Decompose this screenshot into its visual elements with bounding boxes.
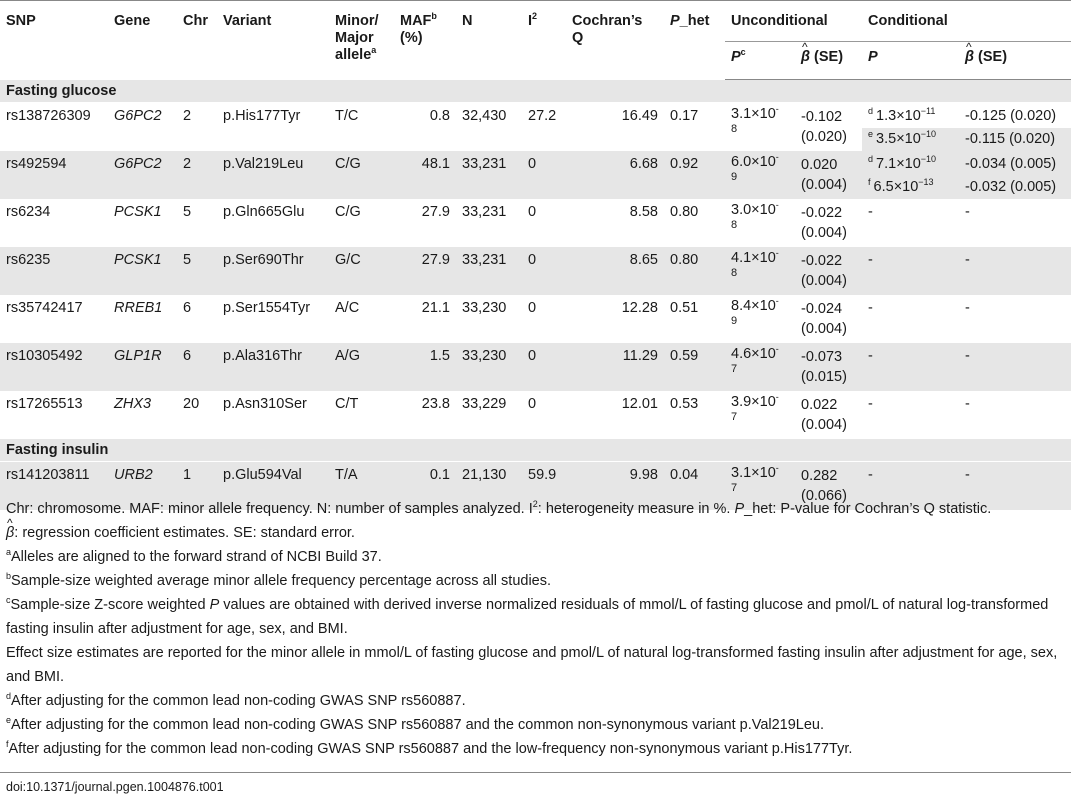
col-cochran-q: Cochran’s Q <box>566 1 664 80</box>
footnote-marker: e <box>868 129 874 139</box>
cell-chr: 2 <box>177 151 217 199</box>
col-maf: MAF$^b$ (%) <box>394 1 456 80</box>
cell-n: 33,230 <box>456 343 522 391</box>
p-exponent: 7 <box>731 363 738 375</box>
cell-gene: G6PC2 <box>108 151 177 199</box>
cell-p-het: 0.80 <box>670 204 699 220</box>
cell-variant: p.Asn310Ser <box>223 396 307 412</box>
cond-p-exponent: −10 <box>920 154 937 164</box>
cell-snp: rs35742417 <box>6 300 83 316</box>
table-row <box>0 391 1071 439</box>
cell-chr: 5 <box>183 204 192 220</box>
p-exponent-sign: - <box>775 200 779 210</box>
table-row <box>0 199 1071 247</box>
col-snp: SNP <box>0 1 108 80</box>
cond-beta-value: -0.125 (0.020) <box>965 108 1057 124</box>
cell-chr: 2 <box>183 108 192 124</box>
cond-p-exponent: −10 <box>920 129 937 139</box>
cell-cond-beta: - <box>959 462 1071 510</box>
cell-maf: 0.1 <box>394 462 456 510</box>
group-unconditional: Unconditional <box>725 1 862 42</box>
footnote-beta: ^ β: regression coefficient estimates. SE: standard error. <box>6 521 1072 545</box>
cell-allele: C/G <box>329 151 394 199</box>
col-cond-beta: ^ β (SE) <box>959 42 1071 80</box>
cell-variant: p.Ser690Thr <box>217 247 329 295</box>
section-header-row <box>0 80 1071 103</box>
cell-gene: GLP1R <box>108 343 177 391</box>
p-exponent-sign: - <box>775 152 779 162</box>
table-row <box>0 295 1071 343</box>
cell-variant: p.Glu594Val <box>217 462 329 510</box>
cell-cond-p: - <box>862 247 959 295</box>
beta-value: -0.022 <box>801 253 843 269</box>
cell-n: 21,130 <box>456 462 522 510</box>
p-exponent-sign: - <box>775 463 779 473</box>
cell-maf: 27.9 <box>421 204 450 220</box>
cell-q: 9.98 <box>566 462 664 510</box>
cell-variant: p.Ser1554Tyr <box>223 300 311 316</box>
p-mantissa: 3.0×10 <box>731 202 776 218</box>
p-exponent-sign: - <box>775 104 779 114</box>
cell-q: 12.01 <box>621 396 658 412</box>
cell-maf: 27.9 <box>394 247 456 295</box>
cell-i2: 0 <box>528 300 537 316</box>
cond-p-mantissa: 7.1×10 <box>876 156 921 172</box>
col-uncond-beta: ^ β (SE) <box>795 42 862 80</box>
cell-uncond-beta <box>795 295 862 343</box>
cell-cond-beta: - <box>965 300 970 316</box>
cell-p-het: 0.53 <box>670 396 699 412</box>
cond-p-mantissa: 6.5×10 <box>873 179 919 195</box>
bottom-rule <box>0 772 1071 773</box>
cell-cond-beta <box>959 103 1071 152</box>
cell-gene: G6PC2 <box>114 108 162 124</box>
cell-n: 33,231 <box>456 151 522 199</box>
cell-gene: PCSK1 <box>108 247 177 295</box>
col-chr: Chr <box>177 1 217 80</box>
p-exponent: 7 <box>731 482 738 494</box>
p-exponent: 8 <box>731 267 738 279</box>
footnote-a: $^a$Alleles are aligned to the forward strand of NCBI Build 37. <box>6 547 382 565</box>
cell-cond-beta: - <box>965 204 970 220</box>
p-exponent: 7 <box>731 411 738 423</box>
cell-n: 33,231 <box>456 247 522 295</box>
cell-cond-p: - <box>868 300 873 316</box>
cell-chr: 6 <box>177 343 217 391</box>
cond-p-value <box>862 153 959 176</box>
cell-cond-p <box>862 151 959 199</box>
cell-maf: 48.1 <box>394 151 456 199</box>
col-n: N <box>456 1 522 80</box>
footnote-e: $^e$After adjusting for the common lead non-coding GWAS SNP rs560887 and the common non-synonymous variant p.Val219Leu. <box>6 715 825 733</box>
cond-beta-value: -0.032 (0.005) <box>959 176 1071 199</box>
cell-cond-p <box>862 103 959 152</box>
footnotes <box>6 497 1072 761</box>
cell-cond-p: - <box>868 204 873 220</box>
footnote-marker: d <box>868 154 874 164</box>
table-row <box>0 247 1071 295</box>
cell-cond-beta: - <box>959 247 1071 295</box>
cell-variant: p.Val219Leu <box>217 151 329 199</box>
cell-i2: 59.9 <box>522 462 566 510</box>
table-header <box>0 1 1071 80</box>
cell-i2: 27.2 <box>528 108 557 124</box>
cell-allele: A/C <box>335 300 360 316</box>
footnote-d: $^d$After adjusting for the common lead non-coding GWAS SNP rs560887. <box>6 691 466 709</box>
cell-snp: rs141203811 <box>0 462 108 510</box>
se-value: (0.015) <box>801 369 847 385</box>
p-exponent: 9 <box>731 171 738 183</box>
cond-p-mantissa: 1.3×10 <box>876 108 921 124</box>
footnote-marker: d <box>868 106 874 116</box>
table-body <box>0 80 1071 510</box>
cell-p-het: 0.17 <box>670 108 699 124</box>
doi-link[interactable]: doi:10.1371/journal.pgen.1004876.t001 <box>6 780 224 794</box>
beta-value: 0.282 <box>801 468 838 484</box>
cell-p-het: 0.80 <box>664 247 725 295</box>
cell-maf: 23.8 <box>421 396 450 412</box>
footnote-b: $^b$Sample-size weighted average minor allele frequency percentage across all studies. <box>6 571 552 589</box>
cell-chr: 1 <box>177 462 217 510</box>
cell-uncond-p <box>725 103 795 152</box>
cell-maf: 21.1 <box>421 300 450 316</box>
col-gene: Gene <box>108 1 177 80</box>
cell-n: 33,230 <box>462 300 507 316</box>
cell-n: 33,231 <box>462 204 507 220</box>
cell-allele: C/T <box>335 396 359 412</box>
cell-q: 11.29 <box>566 343 664 391</box>
section-title: Fasting insulin <box>0 439 1071 462</box>
col-variant: Variant <box>217 1 329 80</box>
cell-allele: T/A <box>329 462 394 510</box>
cell-variant: p.Ala316Thr <box>217 343 329 391</box>
cell-n: 33,229 <box>462 396 507 412</box>
cell-uncond-p <box>725 295 795 343</box>
se-value: (0.004) <box>801 273 847 289</box>
p-mantissa: 4.6×10 <box>731 346 776 362</box>
cell-allele: G/C <box>329 247 394 295</box>
cell-allele: A/G <box>329 343 394 391</box>
se-value: (0.004) <box>801 177 847 193</box>
se-value: (0.004) <box>801 321 847 337</box>
beta-value: -0.024 <box>801 301 843 317</box>
group-conditional: Conditional <box>862 1 1071 42</box>
cell-p-het: 0.92 <box>664 151 725 199</box>
cell-uncond-p <box>725 343 795 391</box>
cond-p-exponent: −13 <box>918 177 934 187</box>
cell-uncond-p <box>725 151 795 199</box>
cond-p-value <box>862 128 959 151</box>
cell-allele: C/G <box>335 204 361 220</box>
cell-i2: 0 <box>528 396 537 412</box>
cell-uncond-beta <box>795 151 862 199</box>
footnote-effect: Effect size estimates are reported for the minor allele in mmol/L of fasting glucose and pmol/L of natural log-transformed fasting insulin after adjustment for age, sex, and BMI. <box>6 645 1058 685</box>
p-exponent: 9 <box>731 315 738 327</box>
beta-value: -0.073 <box>801 349 843 365</box>
cell-i2: 0 <box>522 343 566 391</box>
cell-uncond-p <box>725 199 795 247</box>
p-mantissa: 3.1×10 <box>731 465 776 481</box>
footnote-f: $^f$After adjusting for the common lead non-coding GWAS SNP rs560887 and the low-frequency non-synonymous variant p.His177Tyr. <box>6 739 853 757</box>
col-cond-p: P <box>862 42 959 80</box>
cell-uncond-beta <box>795 343 862 391</box>
footnote-abbreviations: Chr: chromosome. MAF: minor allele frequency. N: number of samples analyzed. $I^2$: heterogeneity measure in %. P_het: P-value for Cochran’s Q statistic. <box>6 499 992 517</box>
cell-i2: 0 <box>522 247 566 295</box>
cell-p-het: 0.51 <box>670 300 699 316</box>
col-uncond-p: $P^c$ <box>725 42 795 80</box>
col-p-het: P_het <box>664 1 725 80</box>
cell-maf: 0.8 <box>429 108 450 124</box>
cell-gene: PCSK1 <box>114 204 162 220</box>
se-value: (0.066) <box>801 488 847 504</box>
cell-snp: rs6235 <box>0 247 108 295</box>
cell-i2: 0 <box>528 204 537 220</box>
table-row <box>0 343 1071 391</box>
cell-uncond-p <box>725 391 795 439</box>
cell-uncond-beta <box>795 199 862 247</box>
p-mantissa: 6.0×10 <box>731 154 776 170</box>
se-value: (0.004) <box>801 417 847 433</box>
cell-q: 8.58 <box>629 204 658 220</box>
p-mantissa: 3.1×10 <box>731 106 776 122</box>
cell-uncond-beta <box>795 391 862 439</box>
cell-uncond-beta <box>795 247 862 295</box>
cell-snp: rs6234 <box>6 204 51 220</box>
cell-chr: 20 <box>183 396 200 412</box>
p-mantissa: 8.4×10 <box>731 298 776 314</box>
cell-i2: 0 <box>522 151 566 199</box>
section-header-row <box>0 439 1071 462</box>
col-allele: Minor/ Major allele$^a$ <box>329 1 394 80</box>
cell-q: 16.49 <box>621 108 658 124</box>
cell-chr: 5 <box>177 247 217 295</box>
beta-value: 0.020 <box>801 157 838 173</box>
cell-p-het: 0.59 <box>664 343 725 391</box>
cell-cond-p: - <box>862 343 959 391</box>
cell-snp: rs10305492 <box>0 343 108 391</box>
se-value: (0.004) <box>801 225 847 241</box>
cond-p-value <box>862 105 959 128</box>
cond-p-value <box>862 176 959 199</box>
cell-allele: T/C <box>335 108 359 124</box>
footnote-marker: f <box>868 177 871 187</box>
p-exponent-sign: - <box>775 248 779 258</box>
table-row <box>0 151 1071 199</box>
cell-variant: p.Gln665Glu <box>223 204 305 220</box>
cell-snp: rs492594 <box>0 151 108 199</box>
cell-n: 32,430 <box>462 108 507 124</box>
cell-chr: 6 <box>183 300 192 316</box>
cell-variant: p.His177Tyr <box>223 108 301 124</box>
cell-p-het: 0.04 <box>664 462 725 510</box>
beta-value: -0.102 <box>801 109 843 125</box>
cond-p-exponent: −11 <box>920 106 936 116</box>
p-exponent: 8 <box>731 219 738 231</box>
table-row <box>0 103 1071 152</box>
footnote-c: $^c$Sample-size Z-score weighted P values are obtained with derived inverse normalized residuals of mmol/L of fasting glucose and pmol/L of natural log-transformed fasting insulin after adjustment for age, sex, and BMI. <box>6 595 1049 637</box>
cond-beta-value: -0.115 (0.020) <box>959 128 1071 151</box>
cell-gene: ZHX3 <box>114 396 152 412</box>
col-i2: $I^2$ <box>522 1 566 80</box>
p-exponent-sign: - <box>775 344 779 354</box>
cell-gene: URB2 <box>108 462 177 510</box>
p-exponent: 8 <box>731 123 738 135</box>
cell-maf: 1.5 <box>394 343 456 391</box>
cell-uncond-p <box>725 247 795 295</box>
cell-cond-beta <box>959 151 1071 199</box>
p-mantissa: 3.9×10 <box>731 394 776 410</box>
cond-beta-value: -0.034 (0.005) <box>965 156 1057 172</box>
beta-value: -0.022 <box>801 205 843 221</box>
cell-q: 8.65 <box>566 247 664 295</box>
p-mantissa: 4.1×10 <box>731 250 776 266</box>
cell-uncond-beta <box>795 103 862 152</box>
cell-q: 12.28 <box>621 300 658 316</box>
section-title: Fasting glucose <box>0 80 1071 103</box>
cell-cond-p: - <box>862 462 959 510</box>
cell-cond-beta: - <box>959 343 1071 391</box>
beta-value: 0.022 <box>801 397 838 413</box>
p-exponent-sign: - <box>775 296 779 306</box>
cell-cond-p: - <box>868 396 873 412</box>
cell-snp: rs138726309 <box>6 108 91 124</box>
se-value: (0.020) <box>801 129 847 145</box>
cell-q: 6.68 <box>566 151 664 199</box>
cond-p-mantissa: 3.5×10 <box>876 131 921 147</box>
p-exponent-sign: - <box>775 392 779 402</box>
cell-gene: RREB1 <box>114 300 163 316</box>
cell-snp: rs17265513 <box>6 396 83 412</box>
cell-cond-beta: - <box>965 396 970 412</box>
